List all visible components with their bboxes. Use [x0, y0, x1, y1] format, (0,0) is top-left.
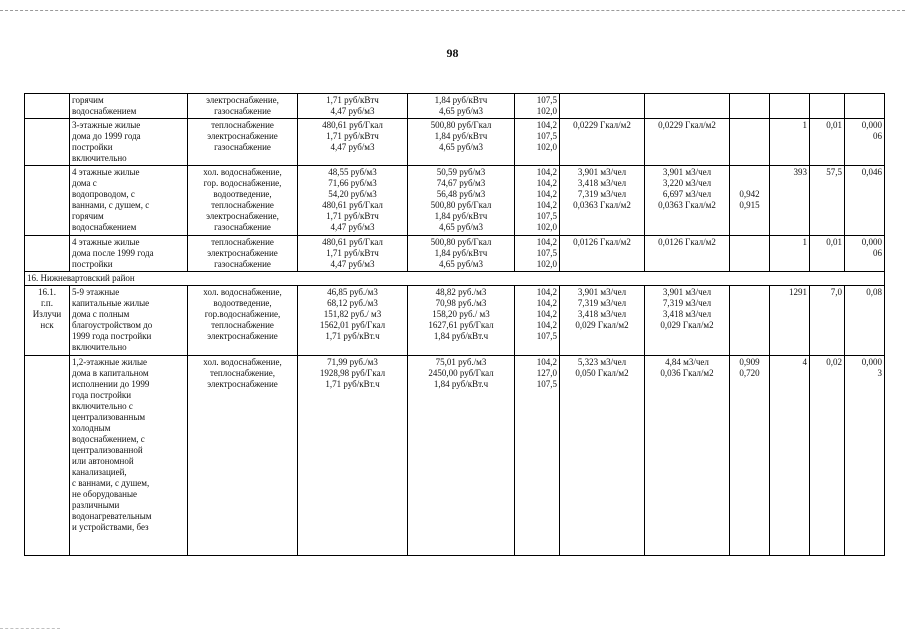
table-row [25, 119, 885, 166]
cell-tariff-new: 50,59 руб/м3 74,67 руб/м3 56,48 руб/м3 500,80 руб/Гкал 1,84 руб/кВтч 4,65 руб/м3 [408, 166, 515, 236]
cell-coef: 0,942 0,915 [730, 166, 770, 236]
cell-c3 [845, 94, 885, 119]
cell-norm-b: 4,84 м3/чел 0,036 Гкал/м2 [645, 356, 730, 556]
cell-index: 104,2 107,5 102,0 [515, 236, 560, 272]
cell-c1: 4 [770, 356, 810, 556]
cell-c3: 0,08 [845, 286, 885, 356]
cell-category: 5-9 этажные капитальные жилые дома с полным благоустройством до 1999 года постройки включительно [70, 286, 188, 356]
cell-category: 1,2-этажные жилые дома в капитальном исполнении до 1999 года постройки включительно с централизованным холодным водоснабжением, с централизованной или автономной канализацией, с ваннами, с душем, не оборудованые различными водонагревательным и устройствами, без [70, 356, 188, 556]
cell-tariff-new: 75,01 руб./м3 2450,00 руб/Гкал 1,84 руб/кВт.ч [408, 356, 515, 556]
cell-coef [730, 119, 770, 166]
table-row [25, 356, 885, 556]
cell-norm-a: 5,323 м3/чел 0,050 Гкал/м2 [560, 356, 645, 556]
cell-category: 4 этажные жилые дома с водопроводом, с ваннами, с душем, с горячим водоснабжением [70, 166, 188, 236]
section-row [25, 272, 885, 286]
cell-services: теплоснабжение электроснабжение газоснабжение [188, 236, 298, 272]
cell-tariff-old: 1,71 руб/кВтч 4,47 руб/м3 [298, 94, 408, 119]
cell-services: хол. водоснабжение, теплоснабжение, электроснабжение [188, 356, 298, 556]
cell-tariff-old: 46,85 руб./м3 68,12 руб./м3 151,82 руб./ м3 1562,01 руб/Гкал 1,71 руб/кВт.ч [298, 286, 408, 356]
cell-norm-a: 0,0126 Гкал/м2 [560, 236, 645, 272]
cell-coef [730, 286, 770, 356]
cell-norm-b: 3,901 м3/чел 7,319 м3/чел 3,418 м3/чел 0,029 Гкал/м2 [645, 286, 730, 356]
cell-number: 16.1. г.п. Излучи нск [25, 286, 70, 356]
cell-c2 [810, 94, 845, 119]
cell-number [25, 94, 70, 119]
cell-tariff-old: 480,61 руб/Гкал 1,71 руб/кВтч 4,47 руб/м3 [298, 119, 408, 166]
cell-coef: 0,909 0,720 [730, 356, 770, 556]
cell-c2: 0,01 [810, 119, 845, 166]
cell-norm-a [560, 94, 645, 119]
cell-index: 104,2 104,2 104,2 104,2 107,5 102,0 [515, 166, 560, 236]
table-row [25, 94, 885, 119]
cell-norm-b [645, 94, 730, 119]
cell-services: хол. водоснабжение, водоотведение, гор.водоснабжение, теплоснабжение электроснабжение [188, 286, 298, 356]
cell-c2: 0,01 [810, 236, 845, 272]
scan-edge-top [0, 10, 905, 11]
cell-tariff-new: 1,84 руб/кВтч 4,65 руб/м3 [408, 94, 515, 119]
cell-c3: 0,000 06 [845, 236, 885, 272]
cell-index: 104,2 104,2 104,2 104,2 107,5 [515, 286, 560, 356]
cell-norm-a: 3,901 м3/чел 3,418 м3/чел 7,319 м3/чел 0,0363 Гкал/м2 [560, 166, 645, 236]
cell-norm-a: 0,0229 Гкал/м2 [560, 119, 645, 166]
cell-services: электроснабжение, газоснабжение [188, 94, 298, 119]
cell-c1: 1 [770, 119, 810, 166]
cell-number [25, 356, 70, 556]
cell-c1: 1 [770, 236, 810, 272]
cell-tariff-old: 480,61 руб/Гкал 1,71 руб/кВтч 4,47 руб/м3 [298, 236, 408, 272]
cell-c2: 57,5 [810, 166, 845, 236]
cell-norm-a: 3,901 м3/чел 7,319 м3/чел 3,418 м3/чел 0,029 Гкал/м2 [560, 286, 645, 356]
cell-index: 104,2 127,0 107,5 [515, 356, 560, 556]
cell-norm-b: 0,0126 Гкал/м2 [645, 236, 730, 272]
cell-services: хол. водоснабжение, гор. водоснабжение, водоотведение, теплоснабжение электроснабжение, газоснабжение [188, 166, 298, 236]
cell-number [25, 119, 70, 166]
cell-c3: 0,000 06 [845, 119, 885, 166]
section-heading: 16. Нижневартовский район [25, 272, 885, 286]
cell-category: 4 этажные жилые дома после 1999 года постройки [70, 236, 188, 272]
cell-coef [730, 94, 770, 119]
table-row [25, 236, 885, 272]
cell-number [25, 166, 70, 236]
cell-services: теплоснабжение электроснабжение газоснабжение [188, 119, 298, 166]
tariff-table [24, 93, 885, 556]
cell-category: 3-этажные жилые дома до 1999 года постройки включительно [70, 119, 188, 166]
cell-index: 104,2 107,5 102,0 [515, 119, 560, 166]
scan-edge-bottom [0, 628, 60, 629]
cell-tariff-new: 500,80 руб/Гкал 1,84 руб/кВтч 4,65 руб/м3 [408, 236, 515, 272]
cell-c2: 0,02 [810, 356, 845, 556]
table-row [25, 286, 885, 356]
cell-c1: 393 [770, 166, 810, 236]
cell-norm-b: 0,0229 Гкал/м2 [645, 119, 730, 166]
cell-coef [730, 236, 770, 272]
cell-tariff-old: 71,99 руб./м3 1928,98 руб/Гкал 1,71 руб/кВт.ч [298, 356, 408, 556]
cell-index: 107,5 102,0 [515, 94, 560, 119]
cell-c3: 0,000 3 [845, 356, 885, 556]
cell-number [25, 236, 70, 272]
cell-norm-b: 3,901 м3/чел 3,220 м3/чел 6,697 м3/чел 0,0363 Гкал/м2 [645, 166, 730, 236]
cell-tariff-new: 500,80 руб/Гкал 1,84 руб/кВтч 4,65 руб/м3 [408, 119, 515, 166]
cell-c1 [770, 94, 810, 119]
cell-category: горячим водоснабжением [70, 94, 188, 119]
table-row [25, 166, 885, 236]
cell-c1: 1291 [770, 286, 810, 356]
cell-tariff-new: 48,82 руб./м3 70,98 руб./м3 158,20 руб./ м3 1627,61 руб/Гкал 1,84 руб/кВт.ч [408, 286, 515, 356]
cell-tariff-old: 48,55 руб/м3 71,66 руб/м3 54,20 руб/м3 480,61 руб/Гкал 1,71 руб/кВтч 4,47 руб/м3 [298, 166, 408, 236]
cell-c2: 7,0 [810, 286, 845, 356]
cell-c3: 0,046 [845, 166, 885, 236]
page-number: 98 [446, 46, 459, 60]
